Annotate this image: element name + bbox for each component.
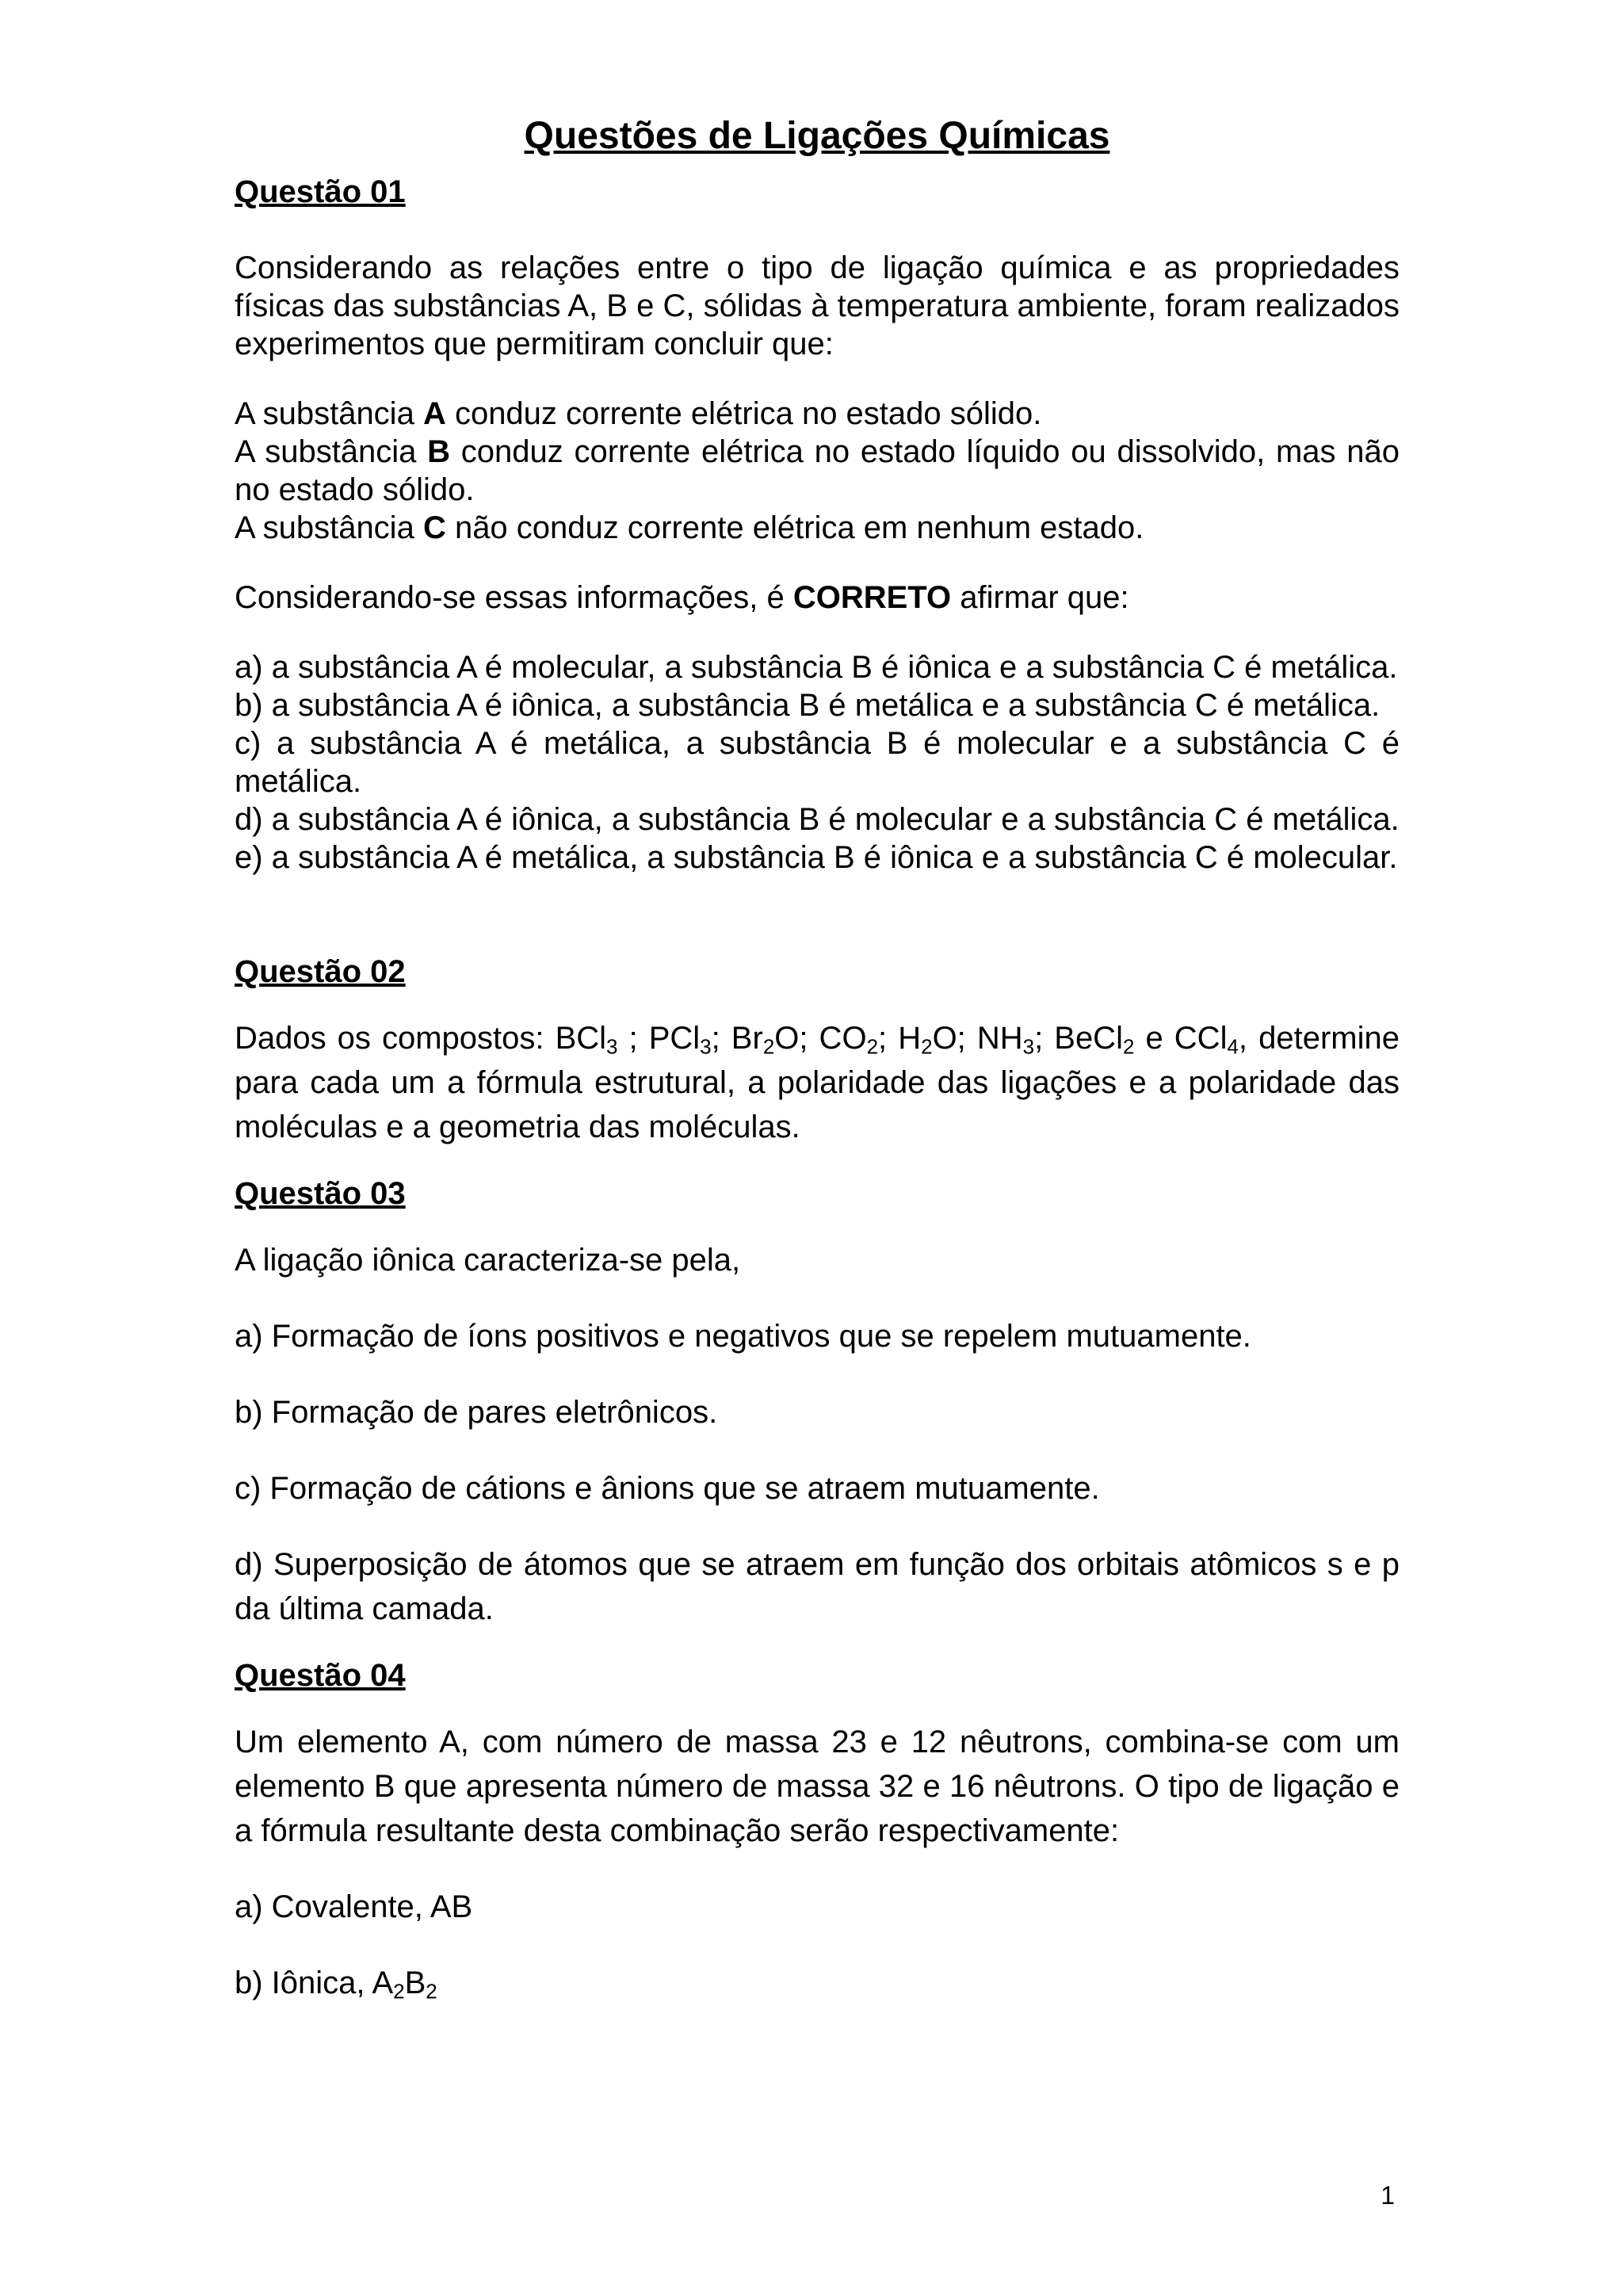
question-02-heading: Questão 02	[235, 954, 406, 989]
question-02-text: Dados os compostos: BCl$_3$ ; PCl$_3$; $Br_2O$; $CO_2$; $H_2O$; $NH_3$; BeCl$_2$ e CCl$_4$, determine para cada um a fórmula estrutural, a polaridade das ligações e a polaridade das moléculas e a geometria das moléculas.	[235, 1021, 1400, 1144]
question-01-intro: Considerando as relações entre o tipo de ligação química e as propriedades físicas das substâncias A, B e C, sólidas à temperatura ambiente, foram realizados experimentos que permitiram concluir que:	[235, 250, 1400, 361]
question-01-option-e: e) a substância A é metálica, a substância B é iônica e a substância C é molecular.	[235, 840, 1398, 875]
question-04-option-b: b) Iônica, $A_2B_2$	[235, 1966, 437, 2004]
question-03-option-d: d) Superposição de átomos que se atraem em função dos orbitais atômicos s e p da última camada.	[235, 1547, 1400, 1626]
question-03-option-c: c) Formação de cátions e ânions que se atraem mutuamente.	[235, 1471, 1100, 1506]
question-03-option-b: b) Formação de pares eletrônicos.	[235, 1395, 718, 1430]
question-03-intro: A ligação iônica caracteriza-se pela,	[235, 1243, 741, 1278]
question-04-heading: Questão 04	[235, 1658, 406, 1693]
question-01-fact-a: A substância A conduz corrente elétrica no estado sólido.	[235, 396, 1042, 431]
question-01-fact-b: A substância B conduz corrente elétrica no estado líquido ou dissolvido, mas não no estado sólido.	[235, 434, 1400, 507]
question-01-option-d: d) a substância A é iônica, a substância B é molecular e a substância C é metálica.	[235, 802, 1400, 837]
question-02-compounds: Dados os compostos: BCl$_3$ ; PCl$_3$; $Br_2O$; $CO_2$; $H_2O$; $NH_3$; BeCl$_2$ e CCl$_4$,	[235, 1021, 1248, 1059]
page-title: Questões de Ligações Químicas	[524, 115, 1110, 157]
question-01-options	[235, 648, 1400, 877]
question-01-option-b: b) a substância A é iônica, a substância B é metálica e a substância C é metálica.	[235, 688, 1381, 723]
page-number: 1	[1381, 2181, 1395, 2210]
question-01-ask: Considerando-se essas informações, é CORRETO afirmar que:	[235, 580, 1129, 615]
question-03-option-a: a) Formação de íons positivos e negativos que se repelem mutuamente.	[235, 1319, 1251, 1354]
page-content	[235, 111, 1400, 2005]
question-04-option-a: a) Covalente, AB	[235, 1889, 473, 1924]
question-03-heading: Questão 03	[235, 1176, 406, 1211]
question-01-option-a: a) a substância A é molecular, a substância B é iônica e a substância C é metálica.	[235, 650, 1398, 685]
question-01-fact-c: A substância C não conduz corrente elétrica em nenhum estado.	[235, 510, 1144, 545]
question-01-heading: Questão 01	[235, 174, 406, 209]
question-04-intro: Um elemento A, com número de massa 23 e 12 nêutrons, combina-se com um elemento B que apresenta número de massa 32 e 16 nêutrons. O tipo de ligação e a fórmula resultante desta combinação serão respectivamente:	[235, 1725, 1400, 1848]
question-01-option-c: c) a substância A é metálica, a substância B é molecular e a substância C é metálica.	[235, 726, 1400, 799]
